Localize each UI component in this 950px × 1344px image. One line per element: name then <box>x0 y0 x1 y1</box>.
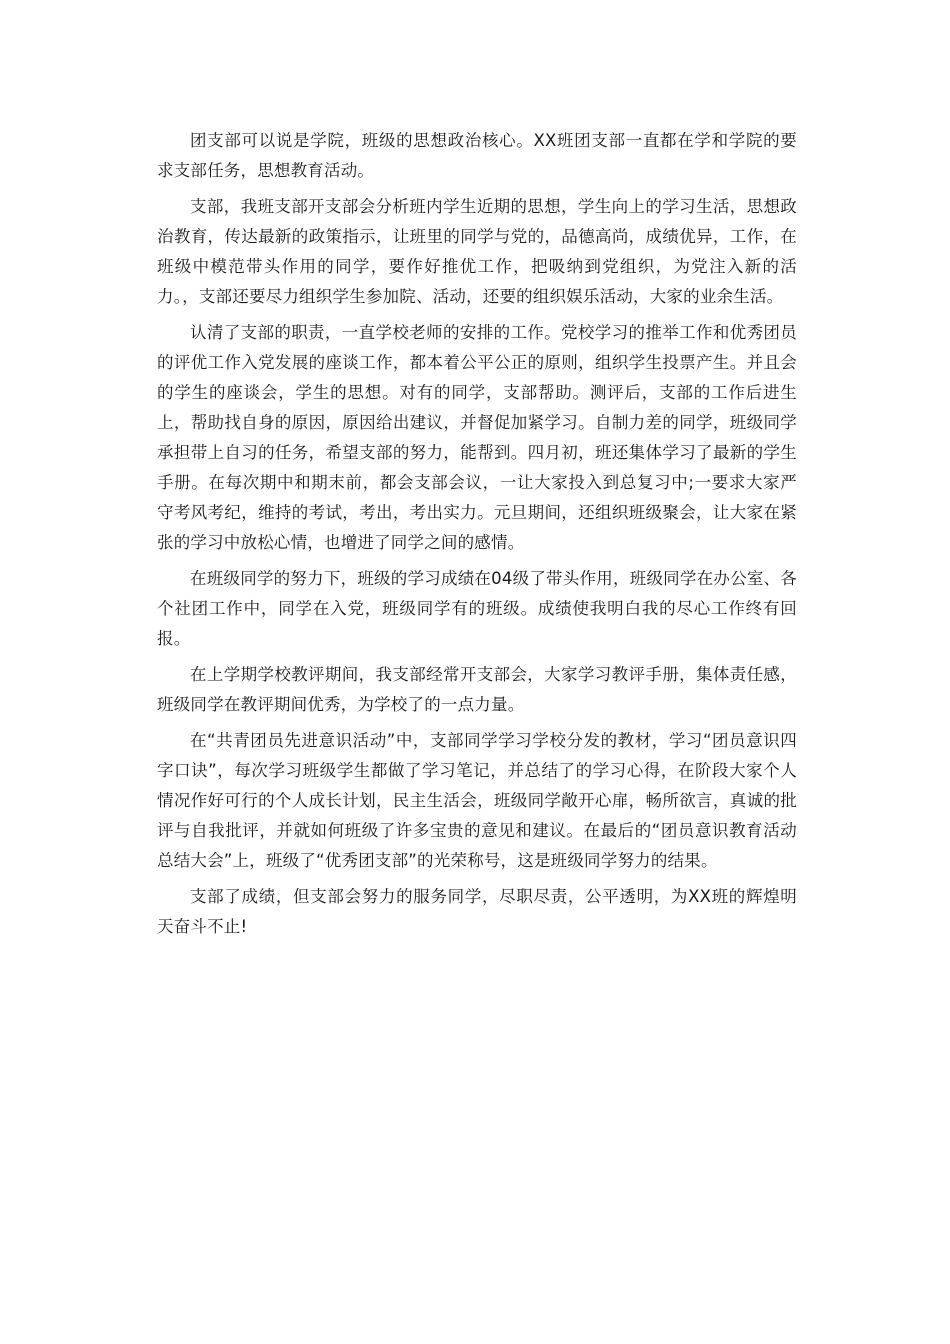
paragraph-7: 支部了成绩，但支部会努力的服务同学，尽职尽责，公平透明，为XX班的辉煌明天奋斗不止! <box>157 887 797 936</box>
paragraph-1: 团支部可以说是学院，班级的思想政治核心。XX班团支部一直都在学和学院的要求支部任务，思想教育活动。 <box>157 131 797 180</box>
paragraph-4: 在班级同学的努力下，班级的学习成绩在04级了带头作用，班级同学在办公室、各个社团工作中，同学在入党，班级同学有的班级。成绩使我明白我的尽心工作终有回报。 <box>157 569 797 648</box>
paragraph-3: 认清了支部的职责，一直学校老师的安排的工作。党校学习的推举工作和优秀团员的评优工作入党发展的座谈工作，都本着公平公正的原则，组织学生投票产生。并且会的学生的座谈会，学生的思想。对有的同学，支部帮助。测评后，支部的工作后进生上，帮助找自身的原因，原因给出建议，并督促加紧学习。自制力差的同学，班级同学承担带上自习的任务，希望支部的努力，能帮到。四月初，班还集体学习了最新的学生手册。在每次期中和期末前，都会支部会议，一让大家投入到总复习中;一要求大家严守考风考纪，维持的考试，考出，考出实力。元旦期间，还组织班级聚会，让大家在紧张的学习中放松心情，也增进了同学之间的感情。 <box>157 323 797 552</box>
paragraph-2: 支部，我班支部开支部会分析班内学生近期的思想，学生向上的学习生活，思想政治教育，传达最新的政策指示，让班里的同学与党的，品德高尚，成绩优异，工作，在班级中模范带头作用的同学，要作好推优工作，把吸纳到党组织，为党注入新的活力。，支部还要尽力组织学生参加院、活动，还要的组织娱乐活动，大家的业余生活。 <box>157 197 797 306</box>
paragraph-6: 在“共青团员先进意识活动”中，支部同学学习学校分发的教材，学习“团员意识四字口诀”，每次学习班级学生都做了学习笔记，并总结了的学习心得，在阶段大家个人情况作好可行的个人成长计划，民主生活会，班级同学敞开心扉，畅所欲言，真诚的批评与自我批评，并就如何班级了许多宝贵的意见和建议。在最后的“团员意识教育活动总结大会”上，班级了“优秀团支部”的光荣称号，这是班级同学努力的结果。 <box>157 731 797 870</box>
paragraph-5: 在上学期学校教评期间，我支部经常开支部会，大家学习教评手册，集体责任感，班级同学在教评期间优秀，为学校了的一点力量。 <box>157 665 797 714</box>
document-body <box>157 126 797 948</box>
